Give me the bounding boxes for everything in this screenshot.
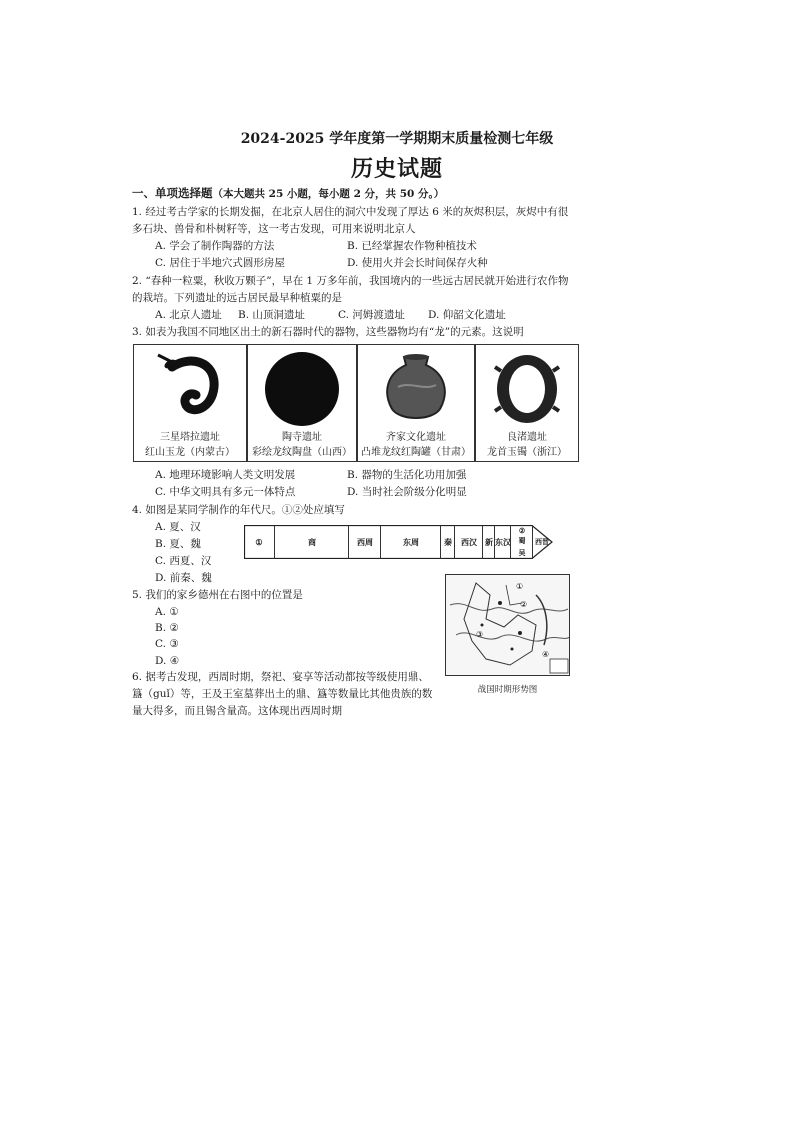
q3-option-b: B. 器物的生活化功用加强	[347, 469, 467, 481]
timeline	[244, 525, 554, 559]
jade-bracelet-image	[487, 351, 567, 427]
q3-option-d: D. 当时社会阶级分化明显	[347, 486, 467, 498]
q1-option-c: C. 居住于半地穴式圆形房屋	[155, 257, 285, 269]
map-caption: 战国时期形势图	[477, 685, 538, 695]
map-image	[446, 575, 570, 676]
timeline-xin: 新	[482, 525, 495, 559]
q2-option-d: D. 仰韶文化遗址	[428, 309, 506, 321]
pottery-jar-image	[374, 351, 458, 427]
artifact-site: 齐家文化遗址	[386, 432, 446, 443]
q4-stem: 4. 如图是某同学制作的年代尺。①②处应填写	[132, 504, 345, 516]
map-mark-2: ②	[520, 600, 528, 609]
q5-option-b: B. ②	[155, 622, 179, 634]
q5-stem: 5. 我们的家乡德州在右图中的位置是	[132, 589, 303, 601]
q1-stem-line1: 1. 经过考古学家的长期发掘，在北京人居住的洞穴中发现了厚达 6 米的灰烬积层，灰烬中有很	[132, 206, 569, 218]
q6-stem-line1: 6. 据考古发现，西周时期，祭祀、宴享等活动都按等级使用鼎、	[132, 671, 429, 683]
artifact-jade-bracelet	[475, 344, 579, 462]
q3-option-c: C. 中华文明具有多元一体特点	[155, 486, 296, 498]
artifact-pottery-jar	[357, 344, 475, 462]
warring-states-map	[445, 574, 570, 676]
timeline-eastern-han: 东汉	[494, 525, 511, 559]
timeline-western-han: 西汉	[454, 525, 483, 559]
map-mark-3: ③	[476, 630, 484, 639]
artifact-name: 红山玉龙（内蒙古）	[145, 447, 235, 458]
artifact-name: 彩绘龙纹陶盘（山西）	[252, 447, 352, 458]
painted-plate-image	[260, 351, 344, 427]
timeline-shang: 商	[274, 525, 349, 559]
timeline-slot-1: ①	[255, 537, 263, 547]
q5-option-d: D. ④	[155, 655, 180, 667]
exam-title: 2024-2025 学年度第一学期期末质量检测七年级	[240, 131, 554, 147]
q2-stem-line1: 2. “春种一粒粟，秋收万颗子”，早在 1 万多年前，我国境内的一些远古居民就开始进行农作物	[132, 275, 569, 287]
q5-option-c: C. ③	[155, 638, 179, 650]
artifact-jade-dragon	[133, 344, 247, 462]
q2-option-b: B. 山顶洞遗址	[238, 309, 305, 321]
q1-option-a: A. 学会了制作陶器的方法	[155, 240, 275, 252]
q3-stem: 3. 如表为我国不同地区出土的新石器时代的器物，这些器物均有“龙”的元素。这说明	[132, 326, 524, 338]
artifact-painted-plate	[247, 344, 357, 462]
artifact-site: 三星塔拉遗址	[160, 432, 220, 443]
artifact-site: 良渚遗址	[507, 432, 547, 443]
q4-option-b: B. 夏、魏	[155, 538, 201, 550]
exam-subject: 历史试题	[350, 156, 443, 182]
q4-option-c: C. 西夏、汉	[155, 555, 212, 567]
q1-stem-line2: 多石块、兽骨和朴树籽等，这一考古发现，可用来说明北京人	[132, 223, 416, 235]
q4-option-a: A. 夏、汉	[155, 521, 201, 533]
section-heading	[132, 185, 444, 203]
q1-option-d: D. 使用火并会长时间保存火种	[347, 257, 488, 269]
timeline-three-kingdoms	[510, 525, 533, 559]
timeline-slot-2: ②	[518, 525, 526, 535]
artifact-site: 陶寺遗址	[282, 432, 322, 443]
map-mark-1: ①	[516, 582, 524, 591]
q1-option-b: B. 已经掌握农作物种植技术	[347, 240, 477, 252]
q6-stem-line3: 量大得多，而且锡含量高。这体现出西周时期	[132, 705, 342, 717]
q4-option-d: D. 前秦、魏	[155, 572, 212, 584]
q3-option-a: A. 地理环境影响人类文明发展	[155, 469, 296, 481]
q2-stem-line2: 的栽培。下列遗址的远古居民最早种植粟的是	[132, 292, 342, 304]
artifact-name: 凸堆龙纹红陶罐（甘肃）	[361, 447, 471, 458]
timeline-wu: 吴	[518, 548, 526, 558]
section-note: （本大题共 25 小题，每小题 2 分，共 50 分。）	[212, 188, 445, 200]
q2-option-c: C. 河姆渡遗址	[338, 309, 405, 321]
section-title: 一、单项选择题	[132, 186, 213, 200]
q5-option-a: A. ①	[155, 606, 179, 618]
artifact-name: 龙首玉镯（浙江）	[487, 447, 567, 458]
map-mark-4: ④	[542, 650, 550, 659]
q2-option-a: A. 北京人遗址	[155, 309, 222, 321]
q6-stem-line2: 簋（guǐ）等，王及王室墓葬出土的鼎、簋等数量比其他贵族的数	[132, 688, 433, 700]
timeline-eastern-zhou: 东周	[380, 525, 441, 559]
timeline-shu: 蜀	[518, 536, 526, 546]
timeline-western-jin: 西晋	[532, 525, 551, 559]
timeline-western-zhou: 西周	[348, 525, 381, 559]
timeline-qin: 秦	[440, 525, 455, 559]
jade-dragon-image	[150, 351, 230, 427]
